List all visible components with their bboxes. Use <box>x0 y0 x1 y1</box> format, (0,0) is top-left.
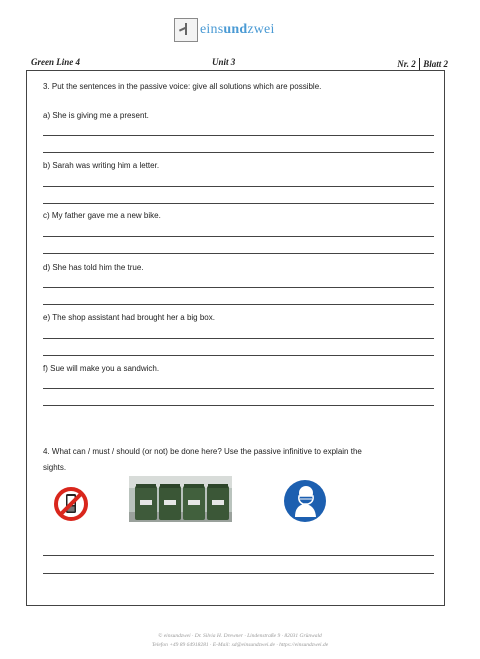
answer-line[interactable] <box>43 253 434 254</box>
answer-line[interactable] <box>43 304 434 305</box>
answer-line[interactable] <box>43 338 434 339</box>
answer-line[interactable] <box>43 186 434 187</box>
task3-item-b: b) Sarah was writing him a letter. <box>43 161 160 170</box>
logo-text <box>200 22 275 38</box>
task3-item-c: c) My father gave me a new bike. <box>43 211 161 220</box>
task3-item-d: d) She has told him the true. <box>43 263 144 272</box>
answer-line[interactable] <box>43 287 434 288</box>
logo-text-part-b: und <box>223 22 248 37</box>
logo-text-part-c: zwei <box>247 22 275 37</box>
task4-instruction-line1: 4. What can / must / should (or not) be done here? Use the passive infinitive to explain the <box>43 447 362 456</box>
header-nr: Nr. 2 <box>397 59 416 69</box>
logo-icon <box>174 18 198 42</box>
header-book: Green Line 4 <box>31 57 80 67</box>
answer-line[interactable] <box>43 203 434 204</box>
answer-line[interactable] <box>43 355 434 356</box>
glass-recycling-bins-image <box>129 476 232 522</box>
header-separator <box>419 58 421 71</box>
answer-line[interactable] <box>43 405 434 406</box>
footer-contact: Telefon +49 89 64918281 · E-Mail: sd@einsundzwei.de · https://einsundzwei.de <box>151 642 329 648</box>
logo <box>174 17 275 43</box>
task4-sights <box>0 476 480 526</box>
no-phone-icon <box>53 486 89 522</box>
footer-address: © einsundzwei · Dr. Silvia H. Drewner · Lindenstraße 9 · 82031 Grünwald <box>158 633 322 639</box>
task3-instruction: 3. Put the sentences in the passive voice: give all solutions which are possible. <box>43 82 322 91</box>
task4-instruction-line2: sights. <box>43 463 67 472</box>
task3-item-e: e) The shop assistant had brought her a big box. <box>43 313 215 322</box>
answer-line[interactable] <box>43 388 434 389</box>
logo-text-part-a: eins <box>200 22 224 37</box>
task3-item-f: f) Sue will make you a sandwich. <box>43 364 160 373</box>
header-unit: Unit 3 <box>212 57 236 67</box>
answer-line[interactable] <box>43 152 434 153</box>
answer-line[interactable] <box>43 135 434 136</box>
header-sheet: Blatt 2 <box>423 59 448 69</box>
answer-line[interactable] <box>43 573 434 574</box>
task3-item-a: a) She is giving me a present. <box>43 111 149 120</box>
mask-required-icon <box>283 479 327 523</box>
answer-line[interactable] <box>43 555 434 556</box>
answer-line[interactable] <box>43 236 434 237</box>
header-sheet-number <box>397 57 448 71</box>
